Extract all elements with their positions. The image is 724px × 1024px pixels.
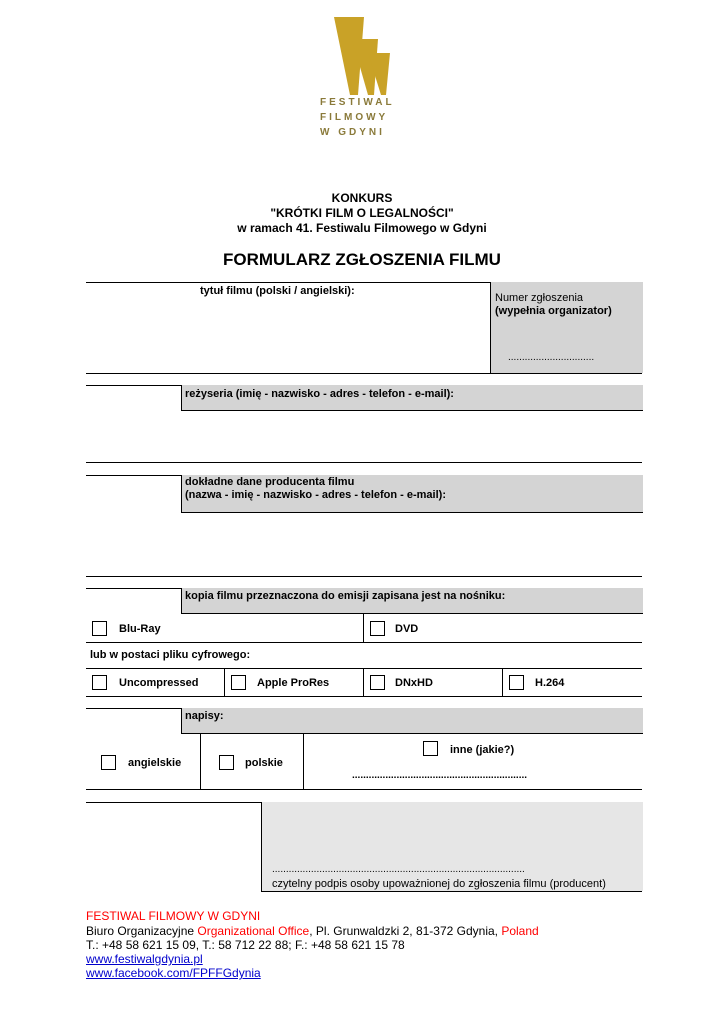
- divider: [86, 668, 642, 669]
- subtitles-label: napisy:: [185, 710, 224, 722]
- divider: [261, 891, 642, 892]
- divider: [86, 373, 642, 374]
- producer-label-line2: (nazwa - imię - nazwisko - adres - telefon - e-mail):: [185, 489, 446, 501]
- cell-divider: [502, 668, 503, 696]
- logo-text-line3: W GDYNI: [320, 127, 385, 138]
- polish-subs-checkbox[interactable]: [219, 755, 234, 770]
- divider: [86, 462, 642, 463]
- footer-org-name: FESTIWAL FILMOWY W GDYNI: [86, 909, 261, 923]
- footer-phones: T.: +48 58 621 15 09, T.: 58 712 22 88; F.: +48 58 621 15 78: [86, 938, 405, 952]
- other-subs-dots[interactable]: ...............................................................: [352, 770, 528, 781]
- festival-logo: [318, 15, 408, 145]
- bluray-label: Blu-Ray: [119, 623, 161, 635]
- entry-number-note: (wypełnia organizator): [495, 305, 612, 317]
- divider: [86, 642, 642, 643]
- contest-name: "KRÓTKI FILM O LEGALNOŚCI": [270, 206, 454, 220]
- cell-divider: [224, 668, 225, 696]
- film-title-label: tytuł filmu (polski / angielski):: [200, 285, 355, 297]
- producer-label-line1: dokładne dane producenta filmu: [185, 476, 355, 488]
- contest-label: KONKURS: [331, 191, 393, 205]
- office-label-en: Organizational Office: [197, 924, 310, 938]
- website-link[interactable]: www.festiwalgdynia.pl: [86, 952, 203, 966]
- bluray-checkbox[interactable]: [92, 621, 107, 636]
- subtitles-header: [181, 708, 643, 734]
- english-subs-label: angielskie: [128, 757, 182, 769]
- uncompressed-label: Uncompressed: [119, 677, 199, 689]
- director-label: reżyseria (imię - nazwisko - adres - telefon - e-mail):: [185, 388, 454, 400]
- facebook-link[interactable]: www.facebook.com/FPFFGdynia: [86, 966, 261, 980]
- dnxhd-label: DNxHD: [395, 677, 433, 689]
- cell-divider: [363, 614, 364, 642]
- other-subs-label: inne (jakie?): [450, 744, 515, 756]
- h264-checkbox[interactable]: [509, 675, 524, 690]
- contest-subtitle: w ramach 41. Festiwalu Filmowego w Gdyni: [237, 221, 487, 235]
- prores-checkbox[interactable]: [231, 675, 246, 690]
- footer-address: [86, 924, 539, 938]
- dnxhd-checkbox[interactable]: [370, 675, 385, 690]
- dvd-label: DVD: [395, 623, 419, 635]
- office-label-pl: Biuro Organizacyjne: [86, 924, 198, 938]
- english-subs-checkbox[interactable]: [101, 755, 116, 770]
- entry-number-label: Numer zgłoszenia: [495, 292, 584, 304]
- divider: [86, 576, 642, 577]
- entry-number-dots: ...............................: [508, 352, 595, 363]
- director-input-area[interactable]: [86, 411, 642, 461]
- logo-text-line1: FESTIWAL: [320, 97, 395, 108]
- page-title: FORMULARZ ZGŁOSZENIA FILMU: [223, 250, 501, 269]
- divider: [86, 696, 642, 697]
- signature-dots: ...........................................................................................: [272, 864, 525, 875]
- logo-mark-icon: [318, 15, 408, 95]
- copy-label: kopia filmu przeznaczona do emisji zapisana jest na nośniku:: [185, 590, 506, 602]
- producer-input-area[interactable]: [86, 513, 642, 575]
- other-subs-checkbox[interactable]: [423, 741, 438, 756]
- cell-divider: [200, 734, 201, 789]
- street-address: , Pl. Grunwaldzki 2, 81-372 Gdynia,: [309, 924, 502, 938]
- country: Poland: [501, 924, 539, 938]
- polish-subs-label: polskie: [245, 757, 283, 769]
- digital-file-label: lub w postaci pliku cyfrowego:: [90, 649, 251, 661]
- dvd-checkbox[interactable]: [370, 621, 385, 636]
- divider: [86, 789, 642, 790]
- cell-divider: [303, 734, 304, 789]
- prores-label: Apple ProRes: [257, 677, 330, 689]
- signature-caption: czytelny podpis osoby upoważnionej do zgłoszenia filmu (producent): [272, 878, 606, 890]
- cell-divider: [363, 668, 364, 696]
- h264-label: H.264: [535, 677, 565, 689]
- uncompressed-checkbox[interactable]: [92, 675, 107, 690]
- logo-text-line2: FILMOWY: [320, 112, 389, 123]
